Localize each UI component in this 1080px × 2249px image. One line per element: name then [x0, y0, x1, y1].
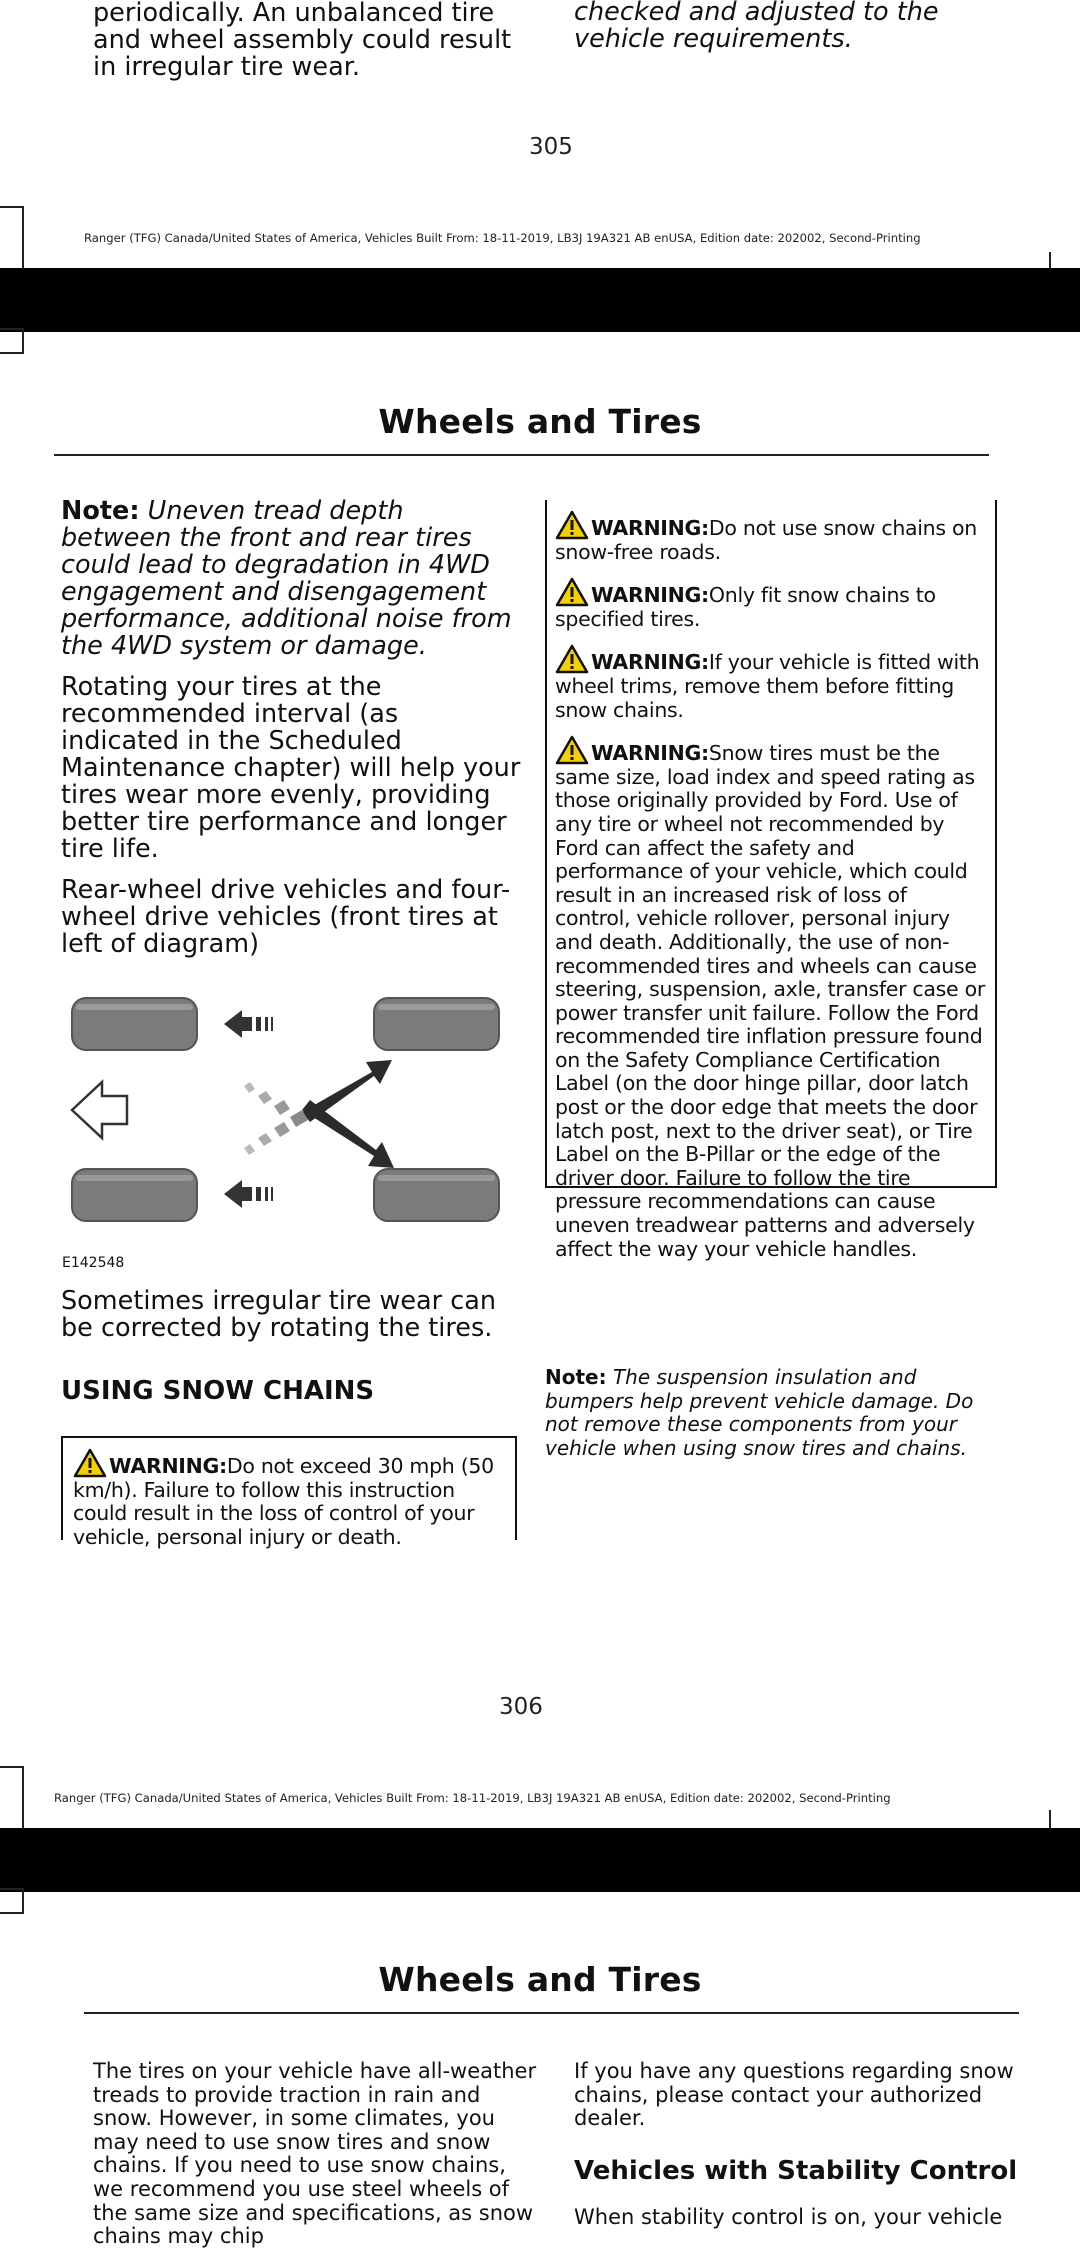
page-separator	[0, 268, 1080, 332]
warning-triangle-icon	[555, 577, 589, 607]
crop-mark	[0, 206, 24, 272]
warning-triangle-icon	[555, 735, 589, 765]
warning-text: Do not exceed 30 mph (50 km/h). Failure to follow this instruction could result in the loss of control of your vehicle, personal injury or death.	[73, 1454, 494, 1549]
warning-snow-tires-size	[555, 735, 987, 1261]
warning-label: WARNING:	[591, 516, 709, 540]
page-separator	[0, 1828, 1080, 1892]
tire-rotation-diagram	[62, 992, 532, 1252]
warning-label: WARNING:	[591, 583, 709, 608]
page3-right-text: If you have any questions regarding snow chains, please contact your authorized dealer.	[574, 2059, 1014, 2131]
warning-triangle-icon	[73, 1448, 107, 1478]
para-rear-wheel: Rear-wheel drive vehicles and four-wheel drive vehicles (front tires at left of diagram)	[61, 875, 511, 959]
warning-text: Only fit snow chains to specified tires.	[555, 583, 936, 631]
warning-specified-tires	[555, 577, 987, 631]
warning-box-snow-chains	[545, 500, 997, 1261]
warning-wheel-trims	[555, 644, 987, 722]
crop-tick	[1049, 1810, 1051, 1828]
warning-box-speed	[61, 1436, 517, 1549]
warning-label: WARNING:	[109, 1454, 227, 1478]
arrow-left-bottom	[224, 1180, 273, 1208]
note-tread-depth	[61, 498, 521, 660]
warning-snow-free-roads	[555, 510, 987, 564]
diagram-code: E142548	[62, 1255, 125, 1271]
diagonal-arrows	[244, 1060, 394, 1168]
para-irregular-wear: Sometimes irregular tire wear can be corrected by rotating the tires.	[61, 1286, 497, 1343]
arrow-left-top	[224, 1010, 273, 1038]
page-305	[0, 0, 1080, 268]
heading-rule	[54, 454, 989, 456]
page1-right-text: checked and adjusted to the vehicle requirements.	[574, 0, 939, 54]
page3-right-text2: When stability control is on, your vehicle	[574, 2205, 1003, 2229]
crop-mark	[0, 328, 24, 354]
subtitle-stability-control: Vehicles with Stability Control	[574, 2156, 1018, 2186]
page-footer: Ranger (TFG) Canada/United States of America, Vehicles Built From: 18-11-2019, LB3J 19A321 AB enUSA, Edition date: 202002, Second-Printing	[54, 1791, 891, 1805]
note-suspension	[545, 1366, 985, 1460]
page-heading: Wheels and Tires	[378, 402, 702, 441]
page-307	[0, 1892, 1080, 2249]
warning-text: Snow tires must be the same size, load index and speed rating as those originally provided by Ford. Use of any tire or wheel not recommended by Ford can affect the safety and performance of your vehicle, which could result in an increased risk of loss of control, vehicle rollover, personal injury and death. Additionally, the use of non-recommended tires and wheels can cause steering, suspension, axle, transfer case or power transfer unit failure. Follow the Ford recommended tire inflation pressure found on the Safety Compliance Certification Label (on the door hinge pillar, door latch post or the door edge that meets the door latch post, next to the driver seat), or Tire Label on the B-Pillar or the edge of the driver door. Failure to follow the tire pressure recommendations can cause uneven treadwear patterns and adversely affect the way your vehicle handles.	[555, 741, 985, 1261]
page-number: 306	[499, 1694, 543, 1720]
page-footer: Ranger (TFG) Canada/United States of America, Vehicles Built From: 18-11-2019, LB3J 19A321 AB enUSA, Edition date: 202002, Second-Printing	[84, 231, 921, 245]
crop-mark	[0, 1766, 24, 1832]
warning-label: WARNING:	[591, 741, 709, 766]
para-rotate: Rotating your tires at the recommended interval (as indicated in the Scheduled Maintenance chapter) will help your tires wear more evenly, providing better tire performance and longer tire life.	[61, 672, 521, 864]
note-label: Note:	[61, 496, 140, 526]
page1-left-text: periodically. An unbalanced tire and wheel assembly could result in irregular tire wear.	[93, 0, 512, 82]
warning-triangle-icon	[555, 510, 589, 540]
forward-direction-arrow	[72, 1082, 127, 1138]
crop-mark	[0, 1888, 24, 1914]
page-number: 305	[529, 134, 573, 160]
page3-left-text: The tires on your vehicle have all-weather treads to provide traction in rain and snow. However, in some climates, you may need to use snow tires and snow chains. If you need to use snow chains, we recommend you use steel wheels of the same size and specifications, as snow chains may chip	[93, 2059, 537, 2249]
warning-text: If your vehicle is fitted with wheel trims, remove them before fitting snow chains.	[555, 650, 980, 722]
page-306	[0, 332, 1080, 1828]
warning-speed	[73, 1448, 507, 1549]
warning-label: WARNING:	[591, 650, 709, 675]
warning-triangle-icon	[555, 644, 589, 674]
note-label: Note:	[545, 1365, 607, 1389]
section-title-snow-chains: USING SNOW CHAINS	[61, 1376, 375, 1406]
warning-text: Do not use snow chains on snow-free roads.	[555, 516, 977, 564]
note-text: Uneven tread depth between the front and rear tires could lead to degradation in 4WD engagement and disengagement performance, additional noise from the 4WD system or damage.	[61, 496, 512, 661]
page-heading: Wheels and Tires	[378, 1960, 702, 1999]
heading-rule	[84, 2012, 1019, 2014]
note-text: The suspension insulation and bumpers help prevent vehicle damage. Do not remove these components from your vehicle when using snow tires and chains.	[545, 1365, 974, 1460]
